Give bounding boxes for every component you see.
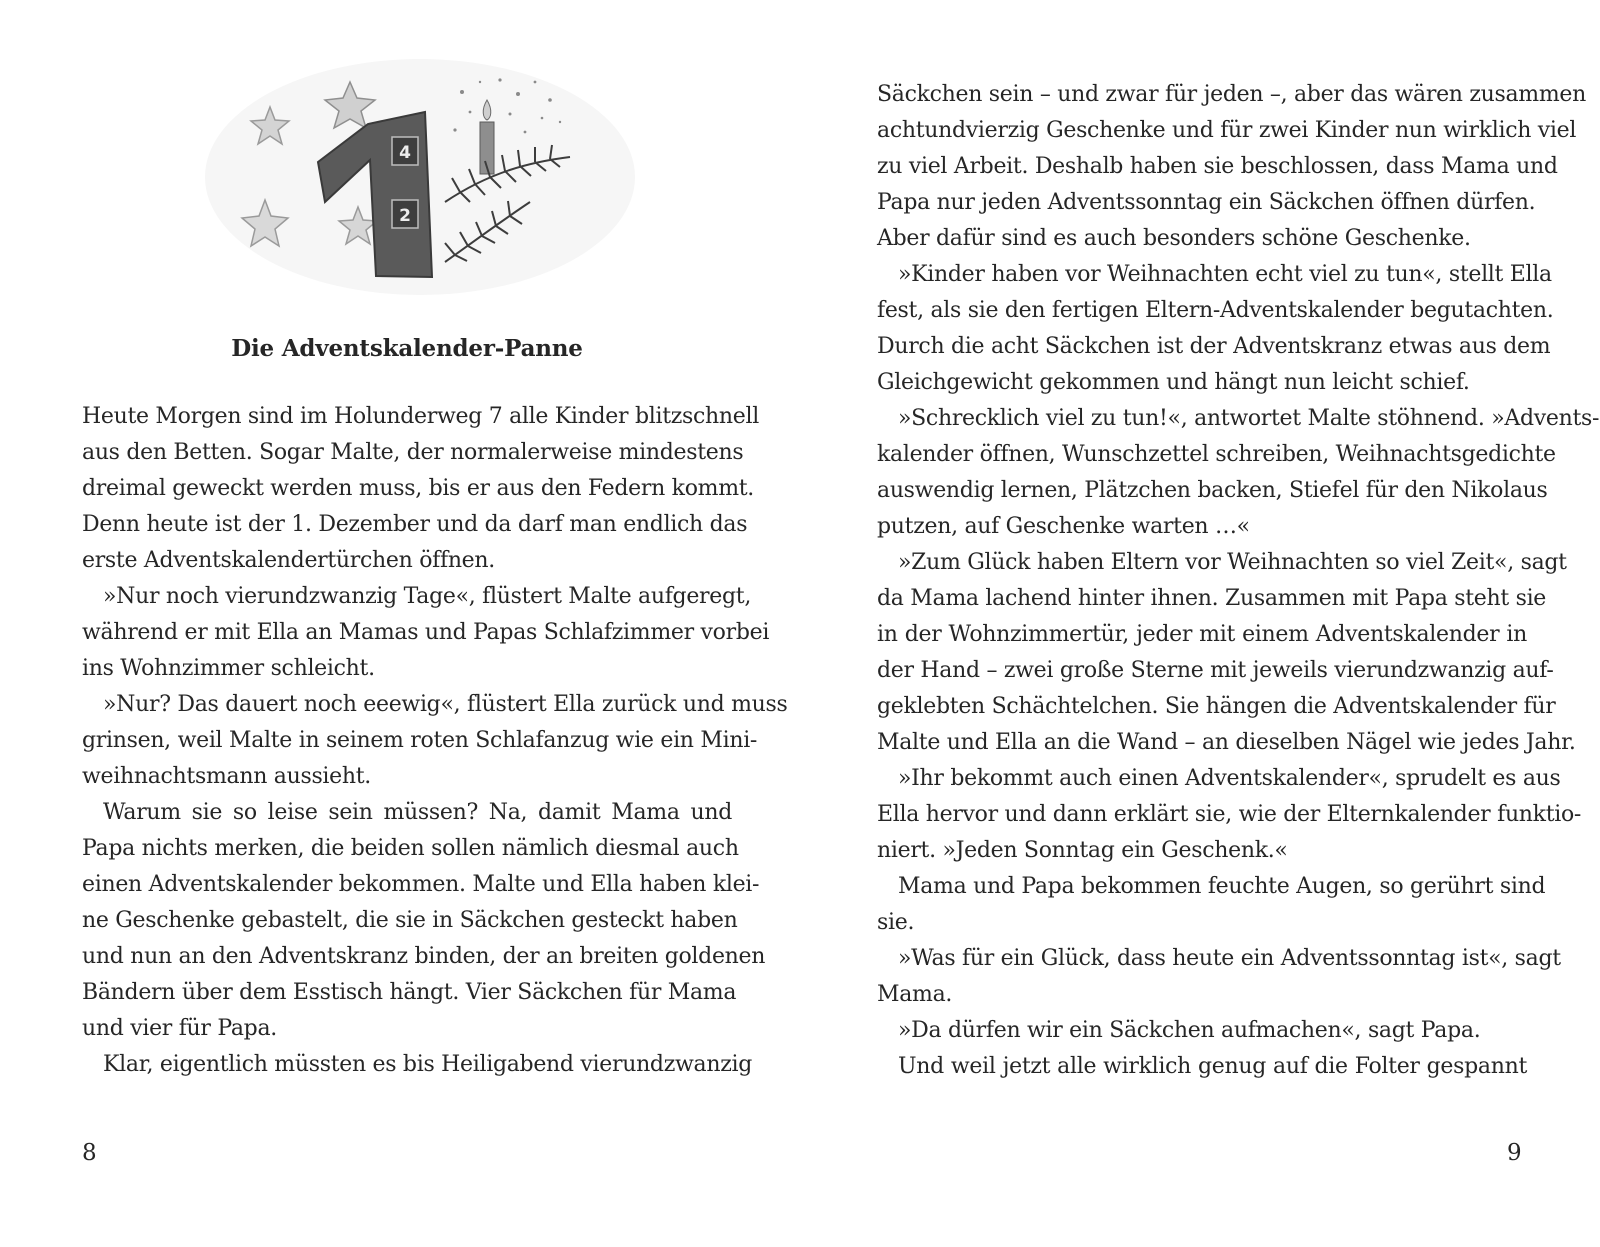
text-line: Heute Morgen sind im Holunderweg 7 alle Kinder blitzschnell [82,404,759,429]
text-line: und vier für Papa. [82,1016,277,1041]
text-line: Papa nur jeden Adventssonntag ein Säckchen öffnen dürfen. [877,190,1536,215]
text-line: da Mama lachend hinter ihnen. Zusammen mit Papa steht sie [877,586,1547,611]
text-line: der Hand – zwei große Sterne mit jeweils vierundzwanzig auf- [877,658,1554,683]
text-line: Papa nichts merken, die beiden sollen nämlich diesmal auch [82,836,739,861]
text-line: sie. [877,910,915,935]
door-label-four: 4 [399,143,411,163]
text-line: »Nur noch vierundzwanzig Tage«, flüstert Malte aufgeregt, [103,584,752,609]
text-line: und nun an den Adventskranz binden, der an breiten goldenen [82,944,766,969]
page-number: 9 [1507,1140,1522,1166]
advent-number-one-illustration [200,52,640,302]
text-line: auswendig lernen, Plätzchen backen, Stiefel für den Nikolaus [877,478,1548,503]
text-line: Malte und Ella an die Wand – an dieselben Nägel wie jedes Jahr. [877,730,1576,755]
text-line: ins Wohnzimmer schleicht. [82,656,375,681]
text-line: während er mit Ella an Mamas und Papas Schlafzimmer vorbei [82,620,770,645]
text-line: Säckchen sein – und zwar für jeden –, aber das wären zusammen [877,82,1587,107]
chapter-title: Die Adventskalender-Panne [231,335,583,362]
text-line: Ella hervor und dann erklärt sie, wie der Elternkalender funktio- [877,802,1582,827]
text-line: Mama und Papa bekommen feuchte Augen, so gerührt sind [898,874,1546,899]
text-line: Bändern über dem Esstisch hängt. Vier Säckchen für Mama [82,980,737,1005]
text-line: aus den Betten. Sogar Malte, der normalerweise mindestens [82,440,744,465]
page-number: 8 [82,1140,97,1166]
text-line: dreimal geweckt werden muss, bis er aus den Federn kommt. [82,476,754,501]
text-line: einen Adventskalender bekommen. Malte und Ella haben klei- [82,872,760,897]
text-line: »Zum Glück haben Eltern vor Weihnachten so viel Zeit«, sagt [898,550,1567,575]
text-line: »Nur? Das dauert noch eeewig«, flüstert Ella zurück und muss [103,692,788,717]
text-line: Mama. [877,982,953,1007]
text-line: geklebten Schächtelchen. Sie hängen die Adventskalender für [877,694,1556,719]
text-line: »Ihr bekommt auch einen Adventskalender«, sprudelt es aus [898,766,1561,791]
text-line: niert. »Jeden Sonntag ein Geschenk.« [877,838,1288,863]
text-line: Klar, eigentlich müssten es bis Heiligabend vierundzwanzig [103,1052,753,1077]
text-line: achtundvierzig Geschenke und für zwei Kinder nun wirklich viel [877,118,1577,143]
text-line: »Kinder haben vor Weihnachten echt viel zu tun«, stellt Ella [898,262,1552,287]
text-line: erste Adventskalendertürchen öffnen. [82,548,495,573]
text-line: »Da dürfen wir ein Säckchen aufmachen«, sagt Papa. [898,1018,1481,1043]
text-line: weihnachtsmann aussieht. [82,764,371,789]
text-line: Gleichgewicht gekommen und hängt nun leicht schief. [877,370,1470,395]
text-line: kalender öffnen, Wunschzettel schreiben, Weihnachtsgedichte [877,442,1556,467]
text-line: Und weil jetzt alle wirklich genug auf die Folter gespannt [898,1054,1527,1079]
text-line: Warum sie so leise sein müssen? Na, damit Mama und [103,800,732,825]
text-line: »Schrecklich viel zu tun!«, antwortet Malte stöhnend. »Advents- [898,406,1600,431]
text-line: fest, als sie den fertigen Eltern-Adventskalender begutachten. [877,298,1554,323]
text-line: »Was für ein Glück, dass heute ein Adventssonntag ist«, sagt [898,946,1561,971]
text-line: grinsen, weil Malte in seinem roten Schlafanzug wie ein Mini- [82,728,758,753]
text-line: zu viel Arbeit. Deshalb haben sie beschlossen, dass Mama und [877,154,1558,179]
text-line: in der Wohnzimmertür, jeder mit einem Adventskalender in [877,622,1527,647]
text-line: Aber dafür sind es auch besonders schöne Geschenke. [877,226,1471,251]
text-line: Denn heute ist der 1. Dezember und da darf man endlich das [82,512,748,537]
text-line: ne Geschenke gebastelt, die sie in Säckchen gesteckt haben [82,908,738,933]
door-label-two: 2 [399,206,411,226]
text-line: putzen, auf Geschenke warten …« [877,514,1250,539]
text-line: Durch die acht Säckchen ist der Adventskranz etwas aus dem [877,334,1551,359]
